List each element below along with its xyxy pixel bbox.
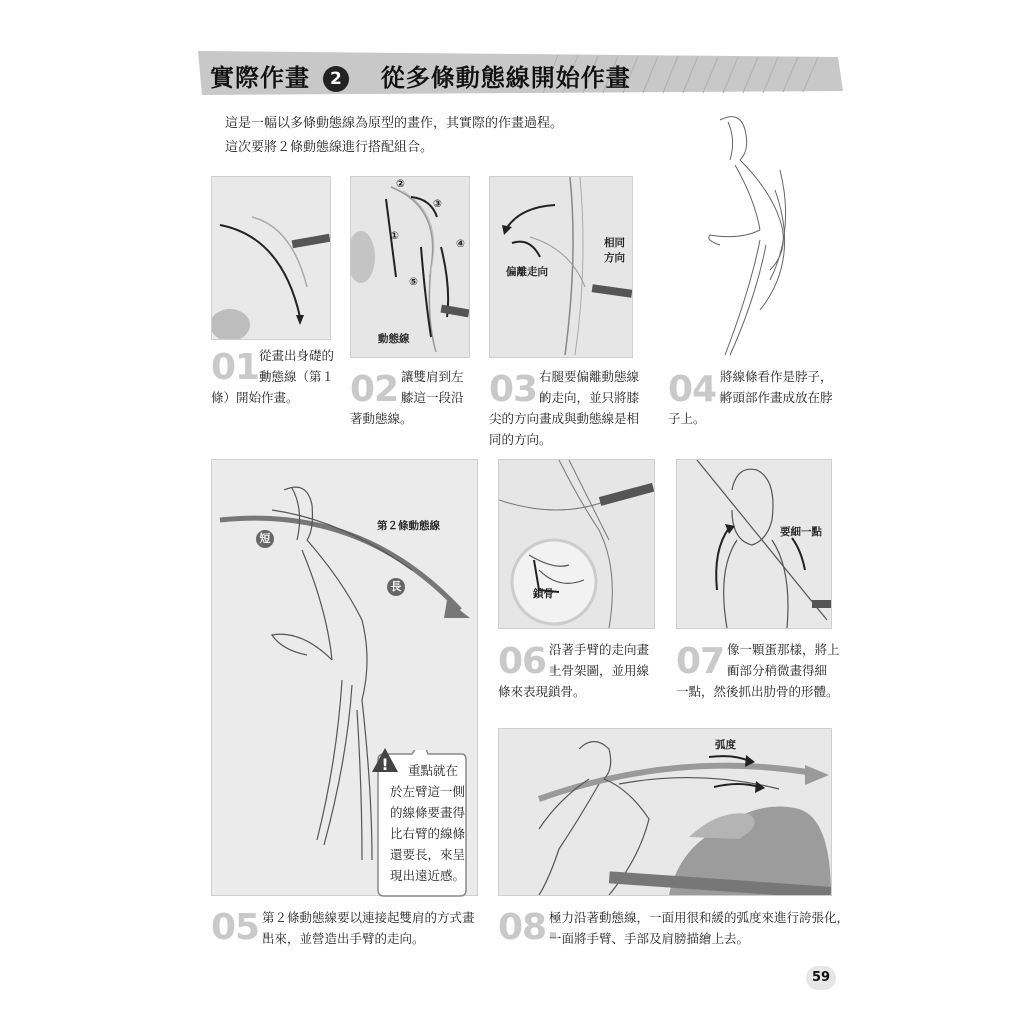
p2-label-2: ②	[396, 178, 405, 190]
svg-text:!: !	[381, 755, 389, 774]
step-02-caption-line-2: 膝這一段沿	[401, 390, 464, 405]
step-06-number: 06.	[498, 641, 559, 682]
p2-label-4: ④	[456, 238, 465, 250]
step-07-caption-line-3: 一點，然後抓出肋骨的形體。	[676, 684, 839, 699]
step-04-caption-line-2: 將頭部作畫成放在脖	[720, 390, 833, 405]
p2-label-3: ③	[433, 198, 442, 210]
step-03-caption-line-2: 的走向，並只將膝	[539, 390, 640, 405]
step-05-caption-line-1: 第２條動態線要以連接起雙肩的方式畫	[262, 910, 475, 925]
step-04-caption-line-1: 將線條看作是脖子，	[720, 369, 833, 384]
step-02-caption-line-1: 讓雙肩到左	[401, 369, 464, 384]
warning-icon	[370, 746, 400, 776]
note-line-1: 重點就在	[408, 763, 459, 778]
step-08-number: 08.	[498, 907, 559, 948]
step-02-number: 02.	[350, 369, 411, 410]
step-03-caption-line-3: 尖的方向畫成與動態線是相	[489, 411, 640, 426]
p3-label-same-2: 方向	[604, 252, 625, 264]
step-03-caption-line-4: 同的方向。	[489, 432, 552, 447]
step-01-number: 01.	[211, 347, 272, 388]
p2-label-5: ⑤	[409, 276, 418, 288]
step-05-number: 05.	[211, 907, 272, 948]
step-07-number: 07.	[676, 641, 737, 682]
p3-label-same-1: 相同	[604, 237, 625, 249]
note-line-2: 於左臂這一側	[390, 784, 466, 799]
note-line-5: 還要長，來呈	[390, 847, 466, 862]
step-07-caption-line-2: 面部分稍微畫得細	[727, 663, 828, 678]
step-07-caption-line-1: 像一顆蛋那樣，將上	[727, 642, 840, 657]
step-05-caption-line-2: 出來，並營造出手臂的走向。	[262, 931, 425, 946]
step-04-sketch	[700, 110, 820, 360]
step-06-caption-line-3: 條來表現鎖骨。	[498, 684, 586, 699]
step-01-photo	[211, 176, 331, 340]
step-04-number: 04.	[668, 369, 729, 410]
step-03-number: 03.	[489, 369, 550, 410]
step-04-caption-line-3: 子上。	[668, 411, 706, 426]
p5-short-badge: 短	[256, 530, 274, 548]
step-08-caption-line-2: 一面將手臂、手部及肩膀描繪上去。	[549, 931, 750, 946]
p2-motion-line-label: 動態線	[378, 333, 410, 345]
step-06-photo	[498, 459, 655, 629]
title-subtitle: 從多條動態線開始作畫	[380, 64, 631, 92]
step-03-caption-line-1: 右腿要偏離動態線	[539, 369, 640, 384]
note-line-3: 的線條要畫得	[390, 805, 466, 820]
step-01-caption-line-1: 從畫出身礎的	[259, 348, 335, 363]
step-02-caption-line-3: 著動態線。	[350, 411, 413, 426]
p2-label-1: ①	[390, 230, 399, 242]
step-07-photo	[676, 459, 832, 629]
note-line-4: 比右臂的線條	[390, 826, 466, 841]
step-08-photo	[498, 728, 832, 896]
note-line-6: 現出遠近感。	[390, 868, 466, 883]
page-title	[210, 58, 631, 93]
intro-line-2: 這次要將２條動態線進行搭配組合。	[225, 140, 434, 155]
page-number: 59	[806, 966, 836, 990]
step-06-caption-line-1: 沿著手臂的走向畫	[549, 642, 650, 657]
step-06-caption-line-2: 上骨架圖，並用線	[549, 663, 650, 678]
p6-collarbone-label: 鎖骨	[533, 588, 554, 600]
title-text: 實際作畫	[210, 64, 310, 92]
title-number-badge: 2	[323, 66, 349, 92]
step-01-caption-line-3: 條）開始作畫。	[211, 390, 299, 405]
step-02-photo	[350, 176, 470, 358]
step-08-caption-line-1: 極力沿著動態線，一面用很和緩的弧度來進行誇張化，	[549, 910, 850, 925]
intro-line-1: 這是一幅以多條動態線為原型的畫作，其實際的作畫過程。	[225, 116, 564, 131]
p8-arc-label: 弧度	[715, 739, 736, 751]
p5-long-badge: 長	[387, 578, 405, 596]
p7-thinner-label: 要細一點	[780, 526, 822, 538]
step-01-caption-line-2: 動態線（第１	[259, 369, 335, 384]
p3-label-deviate: 偏離走向	[506, 266, 548, 278]
p5-second-line-label: 第２條動態線	[377, 520, 440, 532]
